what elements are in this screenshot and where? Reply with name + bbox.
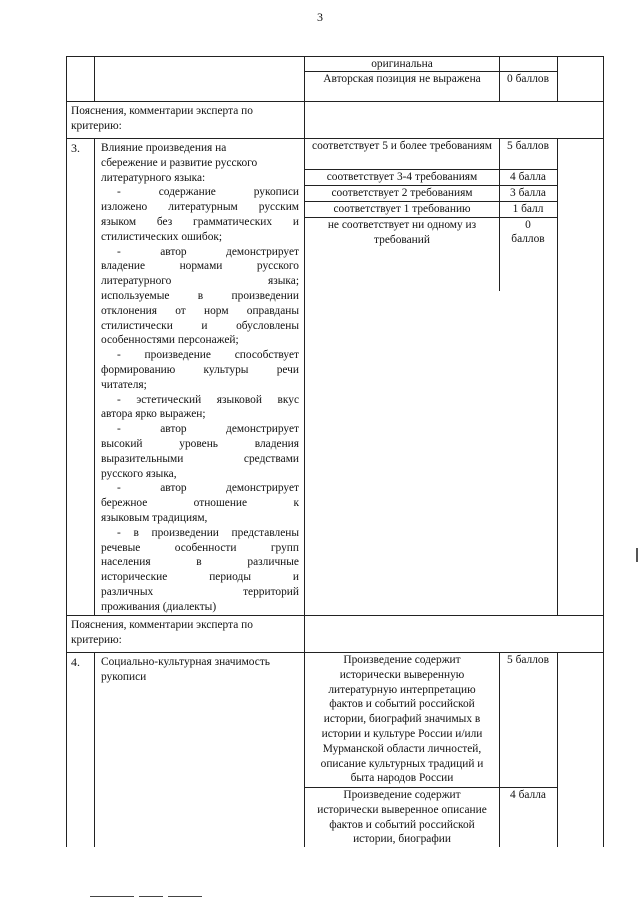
table-row bbox=[66, 102, 604, 139]
points-5: 5 баллов bbox=[507, 140, 549, 152]
points-5: 5 баллов bbox=[507, 654, 549, 666]
table-row-criterion-3 bbox=[66, 139, 604, 616]
scale-original: оригинальна bbox=[371, 58, 433, 70]
requirement-3: - произведение способствует формированию культуры речи читателя; bbox=[101, 349, 299, 391]
requirement-5: - автор демонстрирует высокий уровень владения выразительными средствами русского языка, bbox=[101, 423, 299, 480]
footer-marks bbox=[90, 896, 207, 914]
table-row-criterion-4 bbox=[66, 653, 604, 847]
scale-historic-interpretation: Произведение содержит исторически выверенную литературную интерпретацию фактов и событий российской истории, биографий значимых в истории и культуре России и/или Мурманской области личностей, описание культурных традиций и быта народов России bbox=[320, 654, 484, 785]
scale-none: не соответствует ни одному из требований bbox=[327, 219, 477, 246]
points-3: 3 балла bbox=[510, 187, 546, 199]
scale-no-position: Авторская позиция не выражена bbox=[323, 73, 481, 85]
table-row bbox=[66, 56, 604, 102]
scan-edge-mark bbox=[636, 548, 638, 562]
criteria-table bbox=[66, 56, 604, 847]
scale-1: соответствует 1 требованию bbox=[333, 203, 471, 215]
requirement-4: - эстетический языковой вкус автора ярко выражен; bbox=[101, 393, 299, 421]
criterion-number: 4. bbox=[67, 653, 95, 847]
points-4: 4 балла bbox=[510, 789, 546, 801]
criterion-number: 3. bbox=[67, 139, 95, 615]
requirement-7: - в произведении представлены речевые особенности групп населения в различные исторические периоды и различных территорий проживания (диалекты) bbox=[101, 526, 299, 613]
requirement-1: - содержание рукописи изложено литературным русским языком без грамматических и стилистических ошибок; bbox=[101, 186, 299, 243]
page-number: 3 bbox=[317, 10, 323, 24]
requirement-2: - автор демонстрирует владение нормами русского литературного языка; используемые в произведении отклонения от норм оправданы стилистически и обусловлены особенностями персонажей; bbox=[101, 245, 299, 347]
criterion-3-text bbox=[95, 139, 305, 615]
scale-3-4: соответствует 3-4 требованиям bbox=[326, 171, 478, 183]
criterion-4-title: Социально-культурная значимость рукописи bbox=[95, 653, 305, 847]
scale-2: соответствует 2 требованиям bbox=[331, 187, 473, 199]
scale-5-plus: соответствует 5 и более требованиям bbox=[312, 140, 492, 152]
expert-comment-label: Пояснения, комментарии эксперта по критерию: bbox=[67, 616, 305, 652]
table-row bbox=[66, 616, 604, 653]
requirement-6: - автор демонстрирует бережное отношение к языковым традициям, bbox=[101, 482, 299, 524]
points-zero: 0 баллов bbox=[507, 73, 549, 85]
scale-historic-description: Произведение содержит исторически выверенное описание фактов и событий российской истории, биографии bbox=[317, 789, 487, 846]
points-1: 1 балл bbox=[512, 203, 544, 215]
criterion-3-title: Влияние произведения на сбережение и развитие русского литературного языка: bbox=[101, 142, 258, 184]
points-0: 0 баллов bbox=[511, 219, 545, 245]
expert-comment-label: Пояснения, комментарии эксперта по критерию: bbox=[67, 102, 305, 138]
points-4: 4 балла bbox=[510, 171, 546, 183]
